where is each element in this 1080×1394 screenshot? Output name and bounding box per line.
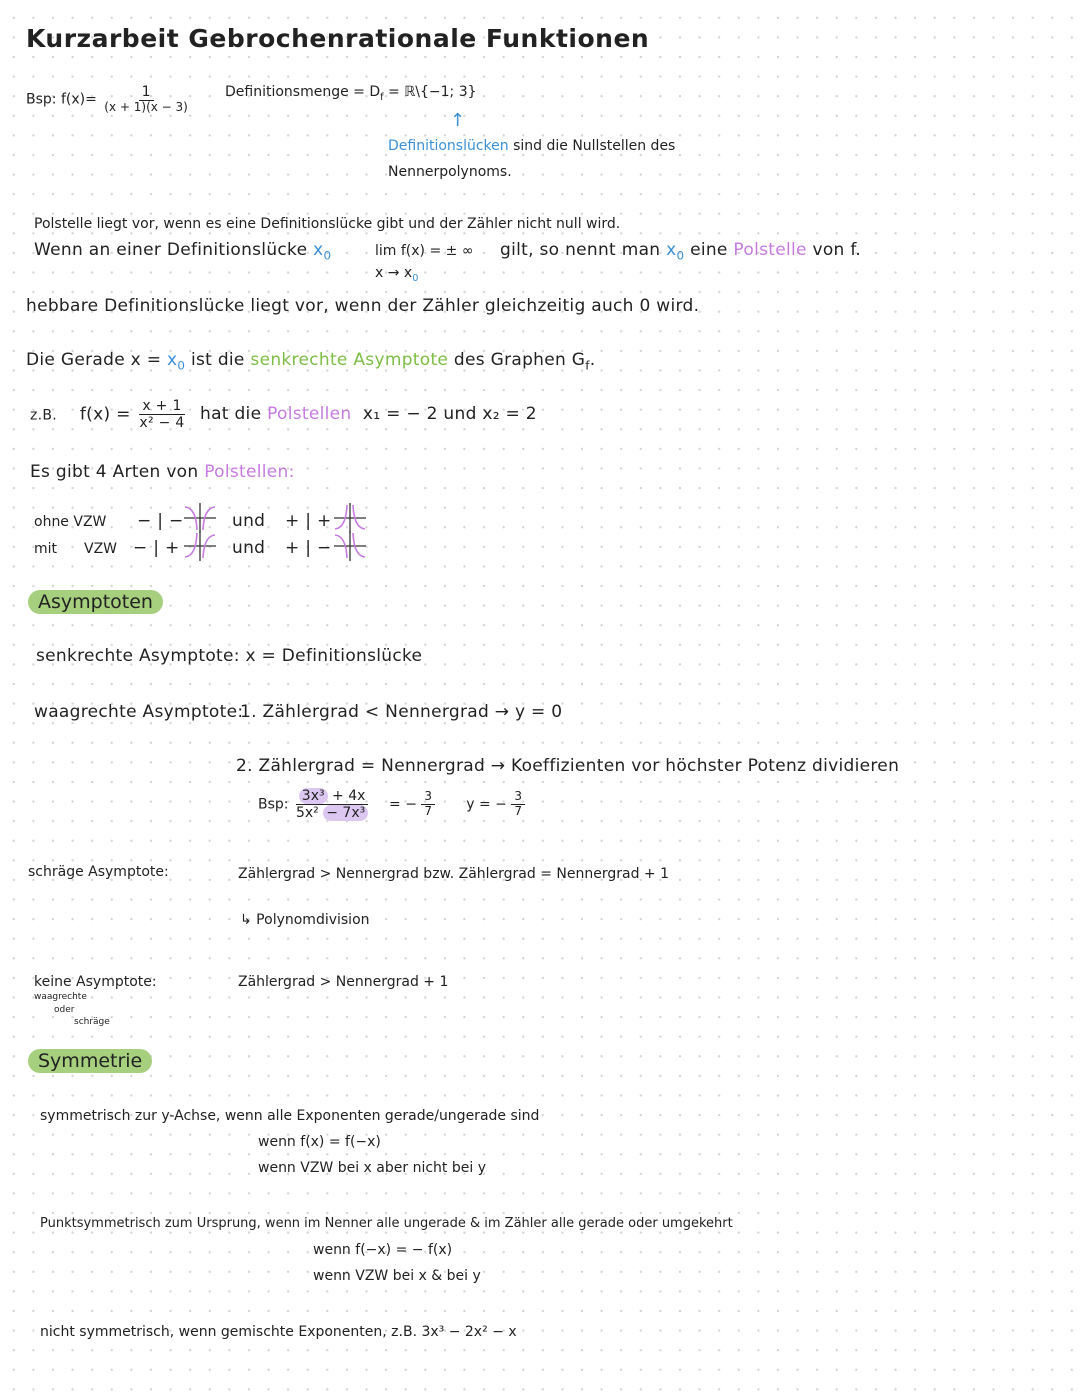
pole-sketch-icon	[184, 530, 216, 562]
punktsymmetrie-cond2: wenn VZW bei x & bei y	[313, 1268, 481, 1284]
gerade-b: ist die	[190, 350, 245, 370]
arten-line	[30, 462, 295, 482]
polstelle-l2c: eine	[690, 240, 728, 260]
limit-below	[375, 265, 418, 284]
senkrechte-asymptote-rule: senkrechte Asymptote: x = Definitionslücke	[36, 646, 423, 666]
ohne-vzw-sign2: + | +	[285, 511, 332, 531]
limit-below-sub: 0	[412, 272, 419, 284]
bsp-eq-fraction	[421, 790, 435, 819]
bsp-den-highlight: − 7x³	[323, 805, 368, 821]
gerade-sub: f	[585, 358, 590, 373]
definitionsmenge	[225, 84, 477, 103]
polstelle-l2b: gilt, so nennt man	[500, 240, 661, 260]
bsp-den-a: 5x²	[295, 805, 324, 822]
bsp-num-rest: + 4x	[327, 788, 366, 804]
bsp-y: y = −	[466, 796, 507, 813]
bsp-eq-den: 7	[424, 804, 433, 819]
polstelle-l2e: von f.	[812, 240, 862, 260]
example-function	[26, 84, 191, 115]
defmenge-text: Definitionsmenge = D	[225, 84, 381, 100]
keine-sub-3: schräge	[74, 1017, 110, 1027]
example-denominator: (x + 1)(x − 3)	[104, 100, 188, 115]
hebbare-definitionsluecke: hebbare Definitionslücke liegt vor, wenn der Zähler gleichzeitig auch 0 wird.	[26, 296, 700, 316]
achsensymmetrie-rule: symmetrisch zur y-Achse, wenn alle Exponenten gerade/ungerade sind	[40, 1108, 540, 1124]
limit-below-text: x → x	[375, 265, 413, 281]
zb-polstellen-term: Polstellen	[267, 404, 352, 424]
arten-a: Es gibt 4 Arten von	[30, 462, 199, 482]
zb-values: x₁ = − 2 und x₂ = 2	[362, 404, 537, 424]
polstelle-definition: Polstelle liegt vor, wenn es eine Definitionslücke gibt und der Zähler nicht null wird.	[34, 216, 621, 232]
note-line2: Nennerpolynoms.	[388, 164, 512, 180]
bsp-denominator	[293, 805, 371, 821]
zb-example	[30, 398, 188, 431]
bsp-y-den: 7	[514, 804, 522, 819]
zb-fraction	[136, 398, 187, 431]
page-title: Kurzarbeit Gebrochenrationale Funktionen	[26, 24, 650, 53]
achsensymmetrie-cond2: wenn VZW bei x aber nicht bei y	[258, 1160, 486, 1176]
bsp-eq: = −	[389, 796, 417, 813]
definitionsluecken-term: Definitionslücken	[388, 138, 509, 154]
x0-symbol-3: $x_0$	[167, 350, 186, 373]
zb-hat: hat die	[200, 404, 262, 424]
polstelle-line2	[34, 240, 331, 262]
waagrechte-rule-1: 1. Zählergrad < Nennergrad → y = 0	[240, 702, 563, 722]
example-label: Bsp: f(x)=	[26, 91, 97, 108]
waagrechte-example	[258, 788, 525, 821]
bsp-fraction	[293, 788, 371, 821]
schraege-asymptote-rule: Zählergrad > Nennergrad bzw. Zählergrad = Nennergrad + 1	[238, 866, 670, 882]
nicht-symmetrisch-rule: nicht symmetrisch, wenn gemischte Exponenten, z.B. 3x³ − 2x² − x	[40, 1324, 517, 1340]
mit-vzw-sign2: + | −	[285, 538, 332, 558]
gerade-asymptote-line	[26, 350, 595, 372]
arten-b: Polstellen:	[204, 462, 295, 482]
ohne-vzw-sign1: − | −	[137, 511, 184, 531]
gerade-a: Die Gerade x =	[26, 350, 162, 370]
bsp-num-highlight: 3x³	[299, 788, 328, 804]
waagrechte-asymptote-label: waagrechte Asymptote:	[34, 702, 244, 722]
gerade-d: .	[589, 350, 596, 370]
punktsymmetrie-cond1: wenn f(−x) = − f(x)	[313, 1242, 453, 1258]
zb-label: z.B.	[30, 407, 58, 424]
keine-asymptote-rule: Zählergrad > Nennergrad + 1	[238, 974, 449, 990]
keine-sub-1: waagrechte	[34, 992, 87, 1002]
polstelle-line2-rest	[500, 240, 861, 262]
definitionsluecken-note	[388, 138, 675, 154]
punktsymmetrie-rule: Punktsymmetrisch zum Ursprung, wenn im Nenner alle ungerade & im Zähler alle gerade oder umgekehrt	[40, 1216, 733, 1231]
defmenge-sub: f	[380, 91, 384, 103]
symmetrie-heading: Symmetrie	[28, 1049, 152, 1073]
keine-sub-2: oder	[54, 1005, 75, 1015]
polynomdivision: ↳ Polynomdivision	[240, 912, 370, 928]
up-arrow-icon: ↑	[450, 110, 466, 131]
note-rest: sind die Nullstellen des	[508, 138, 676, 154]
ohne-vzw-label: ohne VZW	[34, 514, 107, 530]
und-2: und	[232, 538, 266, 558]
schraege-asymptote-label: schräge Asymptote:	[28, 864, 169, 880]
x0-symbol: $x_0$	[313, 240, 332, 263]
bsp-label: Bsp:	[258, 796, 289, 813]
polstelle-term: Polstelle	[733, 240, 807, 260]
bsp-y-num: 3	[511, 790, 525, 805]
defmenge-rest: = ℝ\{−1; 3}	[383, 84, 477, 100]
gerade-c: des Graphen G	[453, 350, 586, 370]
asymptoten-heading: Asymptoten	[28, 590, 163, 614]
polstelle-l2a: Wenn an einer Definitionslücke	[34, 240, 308, 260]
bsp-eq-num: 3	[421, 790, 435, 805]
zb-f: f(x) =	[79, 404, 131, 425]
mit-label: mit	[34, 541, 58, 557]
example-fraction	[101, 84, 191, 115]
limit-expression: lim f(x) = ± ∞	[375, 243, 474, 259]
waagrechte-rule-2: 2. Zählergrad = Nennergrad → Koeffizienten vor höchster Potenz dividieren	[236, 756, 900, 776]
mit-vzw-sign1: − | +	[133, 538, 180, 558]
keine-asymptote-label: keine Asymptote:	[34, 974, 157, 990]
bsp-y-fraction	[511, 790, 525, 819]
example-numerator: 1	[139, 84, 154, 101]
zb-numerator: x + 1	[139, 398, 184, 415]
senkrechte-asymptote-term: senkrechte Asymptote	[250, 350, 449, 370]
zb-denominator: x² − 4	[139, 415, 185, 432]
bsp-numerator	[296, 788, 369, 805]
pole-sketch-icon	[334, 530, 366, 562]
und-1: und	[232, 511, 266, 531]
achsensymmetrie-cond1: wenn f(x) = f(−x)	[258, 1134, 381, 1150]
mit-vzw-label: VZW	[84, 541, 118, 557]
zb-polstellen	[200, 404, 537, 424]
x0-symbol-2: $x_0$	[666, 240, 685, 263]
